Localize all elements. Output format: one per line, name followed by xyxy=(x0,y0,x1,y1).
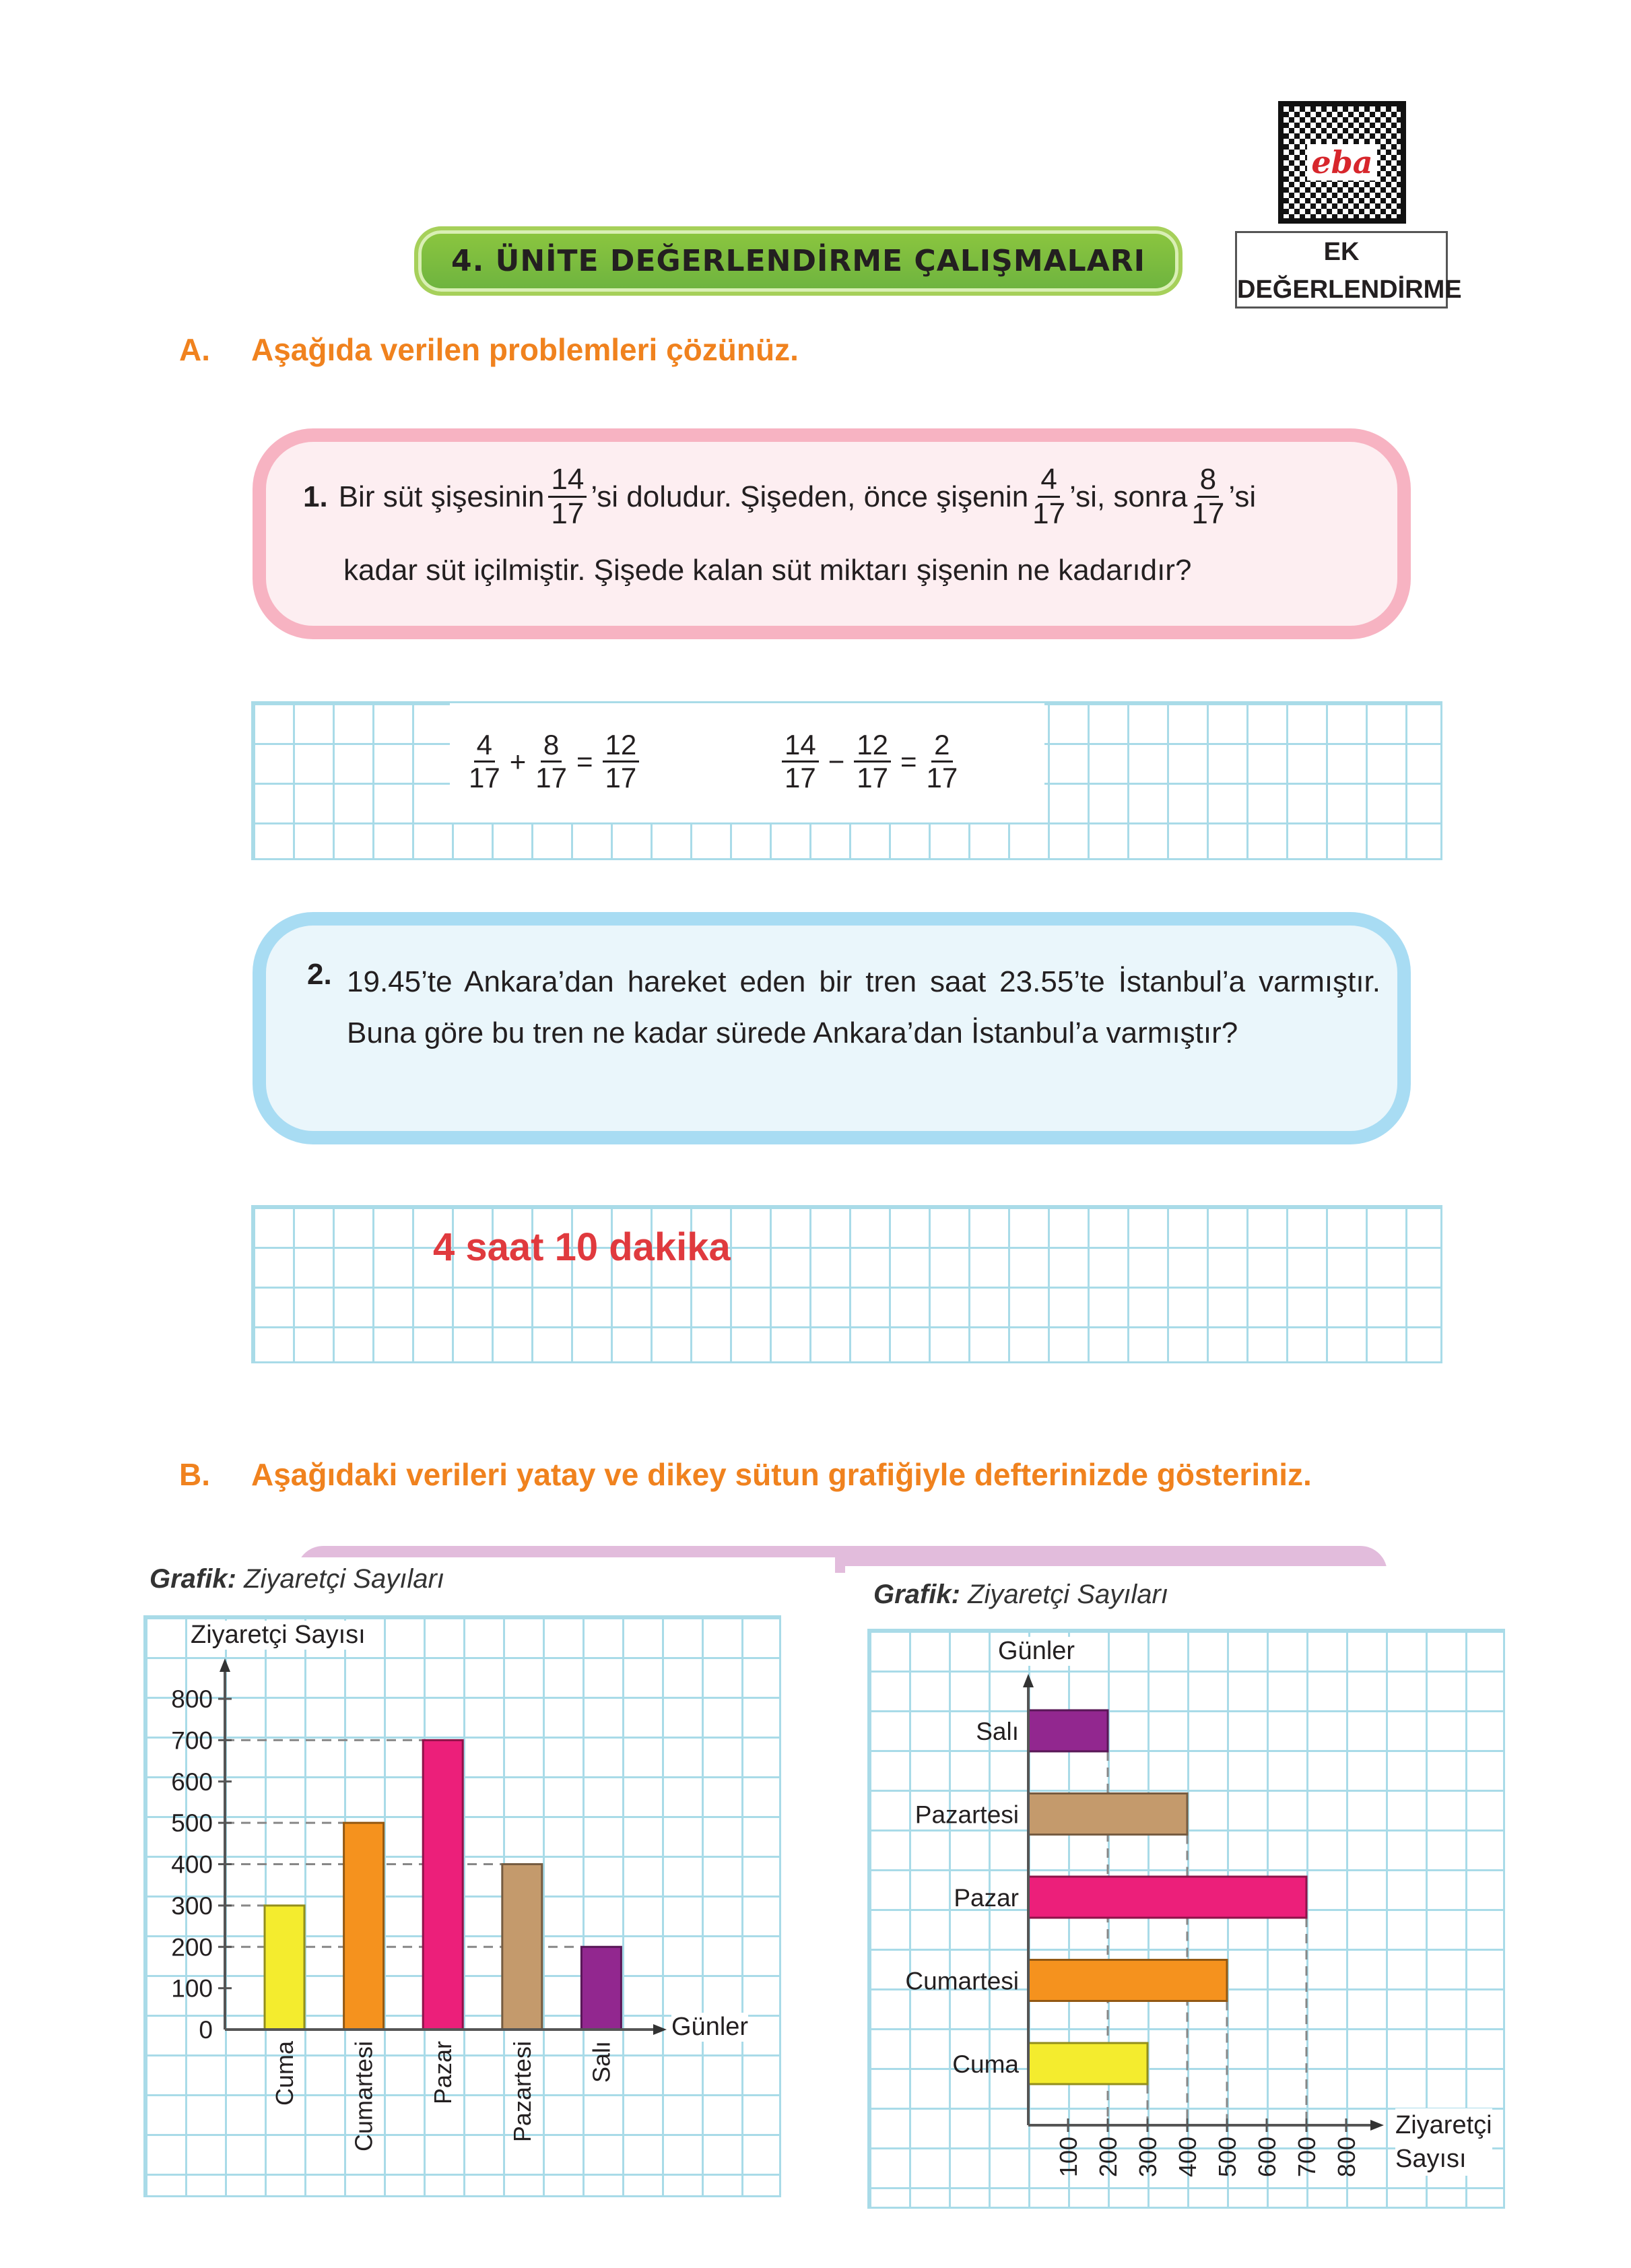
x-axis-arrow-icon xyxy=(653,2024,667,2035)
chart-2-title: Grafik: Ziyaretçi Sayıları xyxy=(873,1580,1168,1609)
q1-text: ’si doludur. Şişeden, önce şişenin xyxy=(591,480,1029,513)
bar-salı xyxy=(1028,1710,1108,1751)
equals-sign: = xyxy=(576,745,593,777)
bar-cumartesi xyxy=(344,1823,384,2030)
plus-sign: + xyxy=(509,745,527,777)
bar-pazar xyxy=(1028,1877,1306,1918)
question-2-text: 19.45’te Ankara’dan hareket eden bir tren saat 23.55’te İstanbul’a varmıştır. Buna göre bu tren ne kadar sürede Ankara’dan İstanbul’a varmıştır? xyxy=(347,965,1380,1049)
question-number: 1. xyxy=(303,480,328,513)
section-b-letter: B. xyxy=(179,1457,210,1492)
x-tick-label: Cumartesi xyxy=(350,2041,378,2152)
y-axis-arrow-icon xyxy=(1023,1674,1034,1687)
y-tick-label: Salı xyxy=(976,1718,1019,1745)
y-tick-label: 100 xyxy=(171,1974,213,2003)
bar-pazartesi xyxy=(502,1865,542,2030)
x-tick-label: Cuma xyxy=(271,2041,298,2106)
denominator: 17 xyxy=(1191,497,1225,530)
numerator: 8 xyxy=(1197,465,1219,498)
x-tick-label: 200 xyxy=(1094,2137,1122,2178)
x-tick-label: Pazartesi xyxy=(508,2041,536,2143)
y-tick-label: Pazartesi xyxy=(914,1801,1019,1829)
q1-text: Bir süt şişesinin xyxy=(338,480,545,513)
y-tick-label: Cumartesi xyxy=(905,1967,1019,1995)
banner-title: 4. ÜNİTE DEĞERLENDİRME ÇALIŞMALARI xyxy=(451,244,1146,278)
bar-pazar xyxy=(423,1740,463,2030)
bar-pazartesi xyxy=(1028,1794,1187,1835)
answer-1-equation-2: $\frac{14}{17}$ − $\frac{12}{17}$ = $\frac{2}{17}$ xyxy=(778,731,962,792)
chart-1-x-label: Günler xyxy=(671,2013,749,2041)
section-a-letter: A. xyxy=(179,332,210,367)
chart-2-x-label: Ziyaretçi Sayısı xyxy=(1395,2108,1492,2176)
y-tick-label: Pazar xyxy=(954,1884,1019,1912)
chart-2-y-label: Günler xyxy=(998,1637,1075,1665)
q1-text: ’si, sonra xyxy=(1069,480,1188,513)
y-tick-label: 800 xyxy=(171,1685,213,1713)
minus-sign: − xyxy=(828,745,845,777)
tag-line-1: EK xyxy=(1323,238,1360,266)
x-tick-label: 600 xyxy=(1253,2137,1281,2178)
y-tick-label: 700 xyxy=(171,1726,213,1755)
x-tick-label: 700 xyxy=(1293,2137,1321,2178)
x-tick-label: 800 xyxy=(1333,2137,1360,2178)
chart-1-y-label: Ziyaretçi Sayısı xyxy=(191,1621,366,1649)
answer-2-text: 4 saat 10 dakika xyxy=(433,1225,731,1269)
y-axis-arrow-icon xyxy=(220,1658,230,1672)
x-tick-label: Salı xyxy=(587,2041,615,2083)
y-tick-label: 400 xyxy=(171,1850,213,1879)
denominator: 17 xyxy=(1032,497,1066,530)
question-number: 2. xyxy=(307,958,332,991)
equals-sign: = xyxy=(900,745,917,777)
y-tick-label: 200 xyxy=(171,1933,213,1962)
y-tick-label: 500 xyxy=(171,1809,213,1838)
chart-1-title: Grafik: Ziyaretçi Sayıları xyxy=(149,1564,444,1594)
bar-cuma xyxy=(265,1906,304,2030)
bar-cuma xyxy=(1028,2043,1147,2084)
q1-text: ’si xyxy=(1228,480,1257,513)
section-a-instruction: Aşağıda verilen problemleri çözünüz. xyxy=(251,332,799,367)
y-tick-label: Cuma xyxy=(952,2050,1019,2078)
x-tick-label: 400 xyxy=(1174,2137,1201,2178)
y-tick-label: 300 xyxy=(171,1891,213,1920)
numerator: 14 xyxy=(548,465,587,498)
denominator: 17 xyxy=(551,497,585,530)
answer-1-equation-1: $\frac{4}{17}$ + $\frac{8}{17}$ = $\frac{12}{17}$ xyxy=(465,731,643,792)
question-1-line-2: kadar süt içilmiştir. Şişede kalan süt miktarı şişenin ne kadarıdır? xyxy=(343,554,1192,587)
eba-logo: eba xyxy=(1307,144,1376,181)
bar-cumartesi xyxy=(1028,1960,1227,2001)
x-tick-label: 500 xyxy=(1213,2137,1241,2178)
bar-salı xyxy=(581,1947,621,2030)
x-axis-arrow-icon xyxy=(1370,2120,1384,2131)
x-tick-label: Pazar xyxy=(429,2041,457,2105)
x-tick-label: 100 xyxy=(1055,2137,1082,2178)
y-tick-label: 0 xyxy=(199,2016,213,2044)
y-tick-label: 600 xyxy=(171,1768,213,1796)
tag-line-2: DEĞERLENDİRME xyxy=(1237,276,1462,304)
x-tick-label: 300 xyxy=(1134,2137,1162,2178)
numerator: 4 xyxy=(1038,465,1059,498)
section-b-instruction: Aşağıdaki verileri yatay ve dikey sütun grafiğiyle defterinizde gösteriniz. xyxy=(251,1457,1312,1492)
